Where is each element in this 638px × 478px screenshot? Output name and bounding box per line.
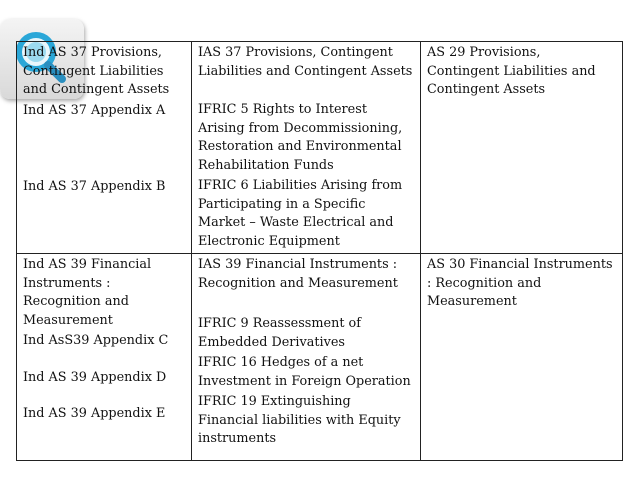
table-row bbox=[17, 42, 623, 254]
cell-text: IAS 39 Financial Instruments : Recognition and Measurement bbox=[198, 257, 398, 291]
cell-text: Ind AsS39 Appendix C bbox=[23, 333, 169, 348]
cell-text: IFRIC 6 Liabilities Arising from Participating in a Specific Market – Waste Electrical and Electronic Equipment bbox=[198, 178, 403, 249]
cell-text: Ind AS 37 Appendix B bbox=[23, 179, 166, 194]
ias-cell bbox=[192, 254, 421, 461]
cell-text: IFRIC 5 Rights to Interest Arising from Decommissioning, Restoration and Environmental Rehabilitation Funds bbox=[198, 102, 403, 173]
cell-text: IFRIC 19 Extinguishing Financial liabilities with Equity instruments bbox=[198, 394, 401, 446]
table-row bbox=[17, 254, 623, 461]
standards-comparison-table bbox=[16, 41, 623, 461]
ind-as-cell bbox=[17, 42, 192, 254]
as-cell bbox=[421, 254, 623, 461]
cell-text: Ind AS 37 Provisions, Contingent Liabilities and Contingent Assets bbox=[23, 45, 170, 97]
cell-text: Ind AS 39 Financial Instruments : Recognition and Measurement bbox=[23, 257, 152, 328]
cell-text: Ind AS 39 Appendix E bbox=[23, 406, 166, 421]
ias-cell bbox=[192, 42, 421, 254]
cell-text: AS 30 Financial Instruments : Recognition and Measurement bbox=[427, 257, 613, 309]
cell-text: IFRIC 9 Reassessment of Embedded Derivatives bbox=[198, 316, 361, 350]
cell-text: Ind AS 39 Appendix D bbox=[23, 369, 167, 385]
cell-text: AS 29 Provisions, Contingent Liabilities and Contingent Assets bbox=[427, 45, 596, 97]
cell-text: Ind AS 37 Appendix A bbox=[23, 102, 166, 118]
cell-text: IAS 37 Provisions, Contingent Liabilities and Contingent Assets bbox=[198, 45, 413, 79]
ind-as-cell bbox=[17, 254, 192, 461]
cell-text: IFRIC 16 Hedges of a net Investment in Foreign Operation bbox=[198, 355, 411, 389]
as-cell bbox=[421, 42, 623, 254]
